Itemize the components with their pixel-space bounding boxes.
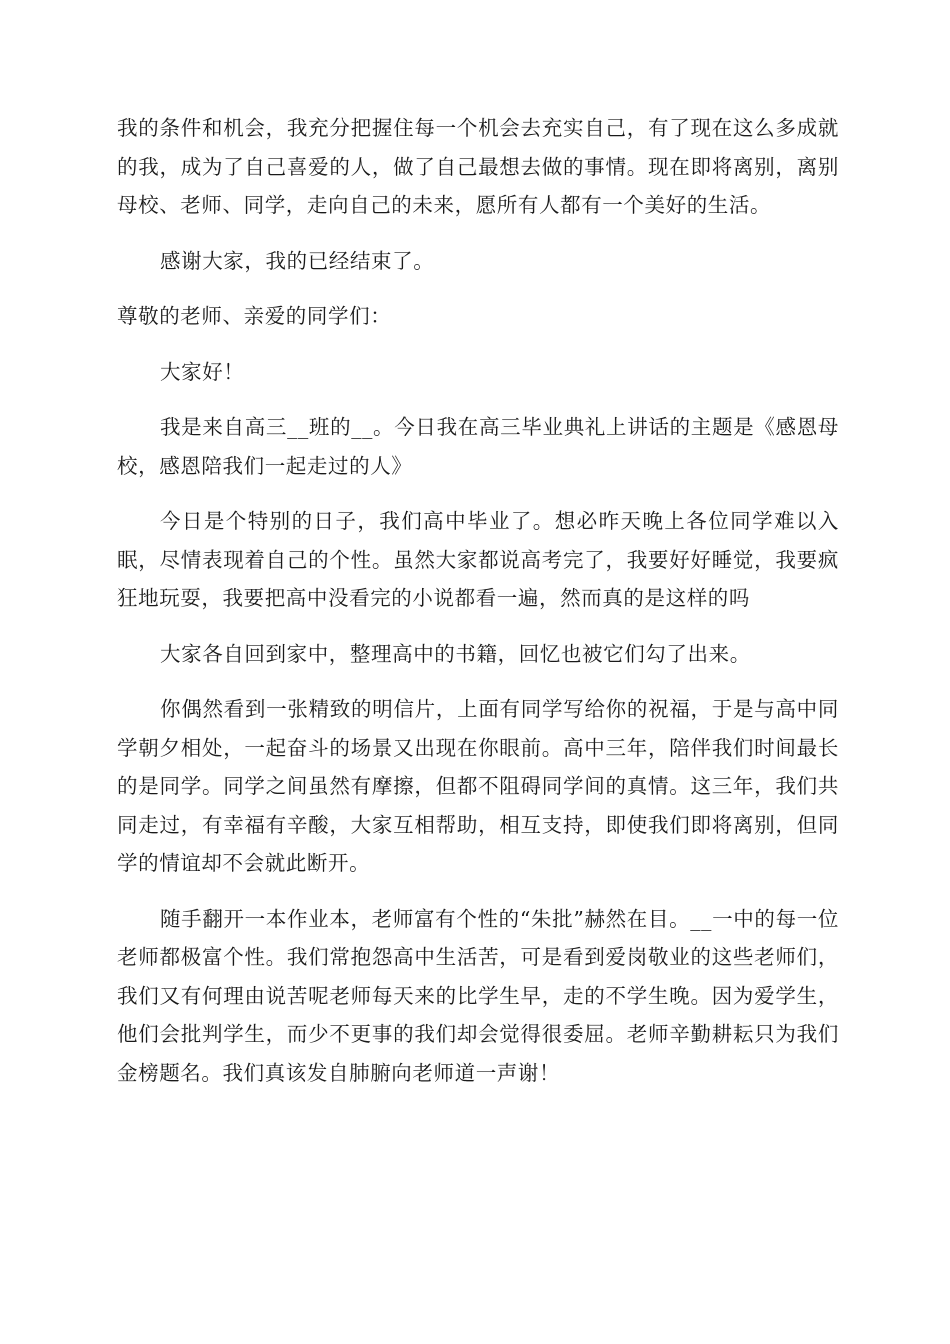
paragraph-1: 我的条件和机会，我充分把握住每一个机会去充实自己，有了现在这么多成就的我，成为了自己喜爱的人，做了自己最想去做的事情。现在即将离别，离别母校、老师、同学，走向自己的未来，愿所有人都有一个美好的生活。 xyxy=(117,116,839,217)
document-page xyxy=(117,109,839,1109)
paragraph-6: 今日是个特别的日子，我们高中毕业了。想必昨天晚上各位同学难以入眠，尽情表现着自己的个性。虽然大家都说高考完了，我要好好睡觉，我要疯狂地玩耍，我要把高中没看完的小说都看一遍，然而真的是这样的吗 xyxy=(117,509,839,610)
salutation: 尊敬的老师、亲爱的同学们： xyxy=(117,304,392,328)
paragraph-9: 随手翻开一本作业本，老师富有个性的“朱批”赫然在目。__一中的每一位老师都极富个性。我们常抱怨高中生活苦，可是看到爱岗敬业的这些老师们，我们又有何理由说苦呢老师每天来的比学生早，走的不学生晚。因为爱学生，他们会批判学生，而少不更事的我们却会觉得很委屈。老师辛勤耕耘只为我们金榜题名。我们真该发自肺腑向老师道一声谢！ xyxy=(117,906,839,1085)
paragraph-7: 大家各自回到家中，整理高中的书籍，回忆也被它们勾了出来。 xyxy=(160,641,751,666)
paragraph-2: 感谢大家，我的已经结束了。 xyxy=(160,248,435,273)
paragraph-5: 我是来自高三__班的__。今日我在高三毕业典礼上讲话的主题是《感恩母校，感恩陪我们一起走过的人》 xyxy=(117,415,839,478)
paragraph-8: 你偶然看到一张精致的明信片，上面有同学写给你的祝福，于是与高中同学朝夕相处，一起奋斗的场景又出现在你眼前。高中三年，陪伴我们时间最长的是同学。同学之间虽然有摩擦，但都不阻碍同学间的真情。这三年，我们共同走过，有幸福有辛酸，大家互相帮助，相互支持，即使我们即将离别，但同学的情谊却不会就此断开。 xyxy=(117,697,839,875)
greeting: 大家好！ xyxy=(160,359,245,384)
